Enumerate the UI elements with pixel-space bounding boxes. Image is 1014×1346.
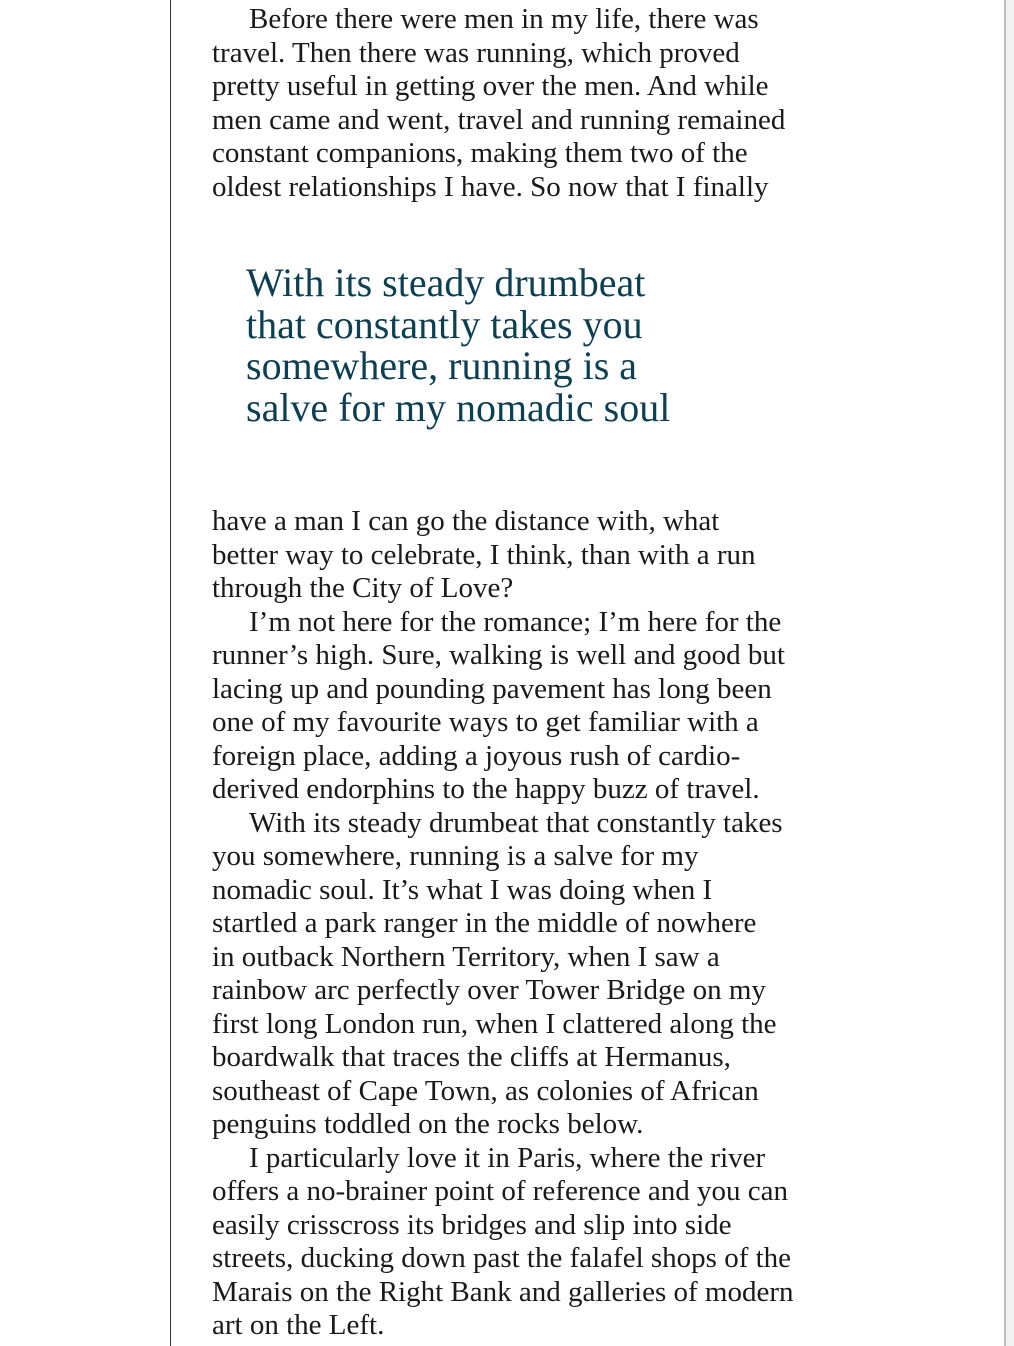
text-line: oldest relationships I have. So now that I finally	[212, 170, 769, 203]
text-line: I’m not here for the romance; I’m here for the	[249, 605, 782, 638]
text-line: first long London run, when I clattered along the	[212, 1007, 777, 1040]
pull-quote-line: salve for my nomadic soul	[246, 384, 671, 430]
text-line: lacing up and pounding pavement has long been	[212, 672, 772, 705]
pull-quote-line: somewhere, running is a	[246, 343, 638, 388]
pull-quote-line: With its steady drumbeat	[246, 260, 646, 305]
text-line: rainbow arc perfectly over Tower Bridge on my	[212, 974, 766, 1006]
text-line: have a man I can go the distance with, what	[212, 505, 720, 537]
text-line: I particularly love it in Paris, where the river	[249, 1141, 766, 1174]
text-line: southeast of Cape Town, as colonies of African	[212, 1074, 759, 1107]
text-line: startled a park ranger in the middle of nowhere	[212, 907, 757, 939]
text-line: you somewhere, running is a salve for my	[212, 840, 699, 872]
text-line: offers a no-brainer point of reference and you can	[212, 1175, 788, 1207]
text-line: constant companions, making them two of the	[212, 137, 748, 169]
scroll-gutter	[1006, 0, 1014, 1346]
text-line: Before there were men in my life, there was	[249, 3, 759, 35]
text-line: penguins toddled on the rocks below.	[212, 1108, 644, 1140]
pull-quote	[246, 262, 670, 428]
text-line: streets, ducking down past the falafel shops of the	[212, 1242, 792, 1274]
body-text-main	[212, 505, 793, 1343]
text-line: Marais on the Right Bank and galleries of modern	[212, 1275, 794, 1308]
text-line: art on the Left.	[212, 1309, 385, 1341]
body-text-top	[212, 3, 785, 204]
text-line: With its steady drumbeat that constantly takes	[249, 806, 783, 839]
text-line: foreign place, adding a joyous rush of cardio-	[212, 739, 741, 772]
text-line: one of my favourite ways to get familiar with a	[212, 706, 759, 738]
text-line: travel. Then there was running, which proved	[212, 36, 740, 69]
text-line: better way to celebrate, I think, than with a run	[212, 538, 756, 571]
text-line: derived endorphins to the happy buzz of travel.	[212, 773, 760, 805]
text-line: runner’s high. Sure, walking is well and good but	[212, 639, 785, 671]
text-line: easily crisscross its bridges and slip into side	[212, 1208, 732, 1241]
text-line: in outback Northern Territory, when I saw a	[212, 940, 720, 973]
text-line: boardwalk that traces the cliffs at Hermanus,	[212, 1041, 731, 1073]
page-left-border	[170, 0, 171, 1346]
pull-quote-line: that constantly takes you	[246, 301, 643, 347]
text-line: through the City of Love?	[212, 572, 514, 604]
text-line: men came and went, travel and running remained	[212, 103, 786, 136]
text-line: pretty useful in getting over the men. And while	[212, 70, 769, 102]
text-line: nomadic soul. It’s what I was doing when I	[212, 873, 713, 906]
